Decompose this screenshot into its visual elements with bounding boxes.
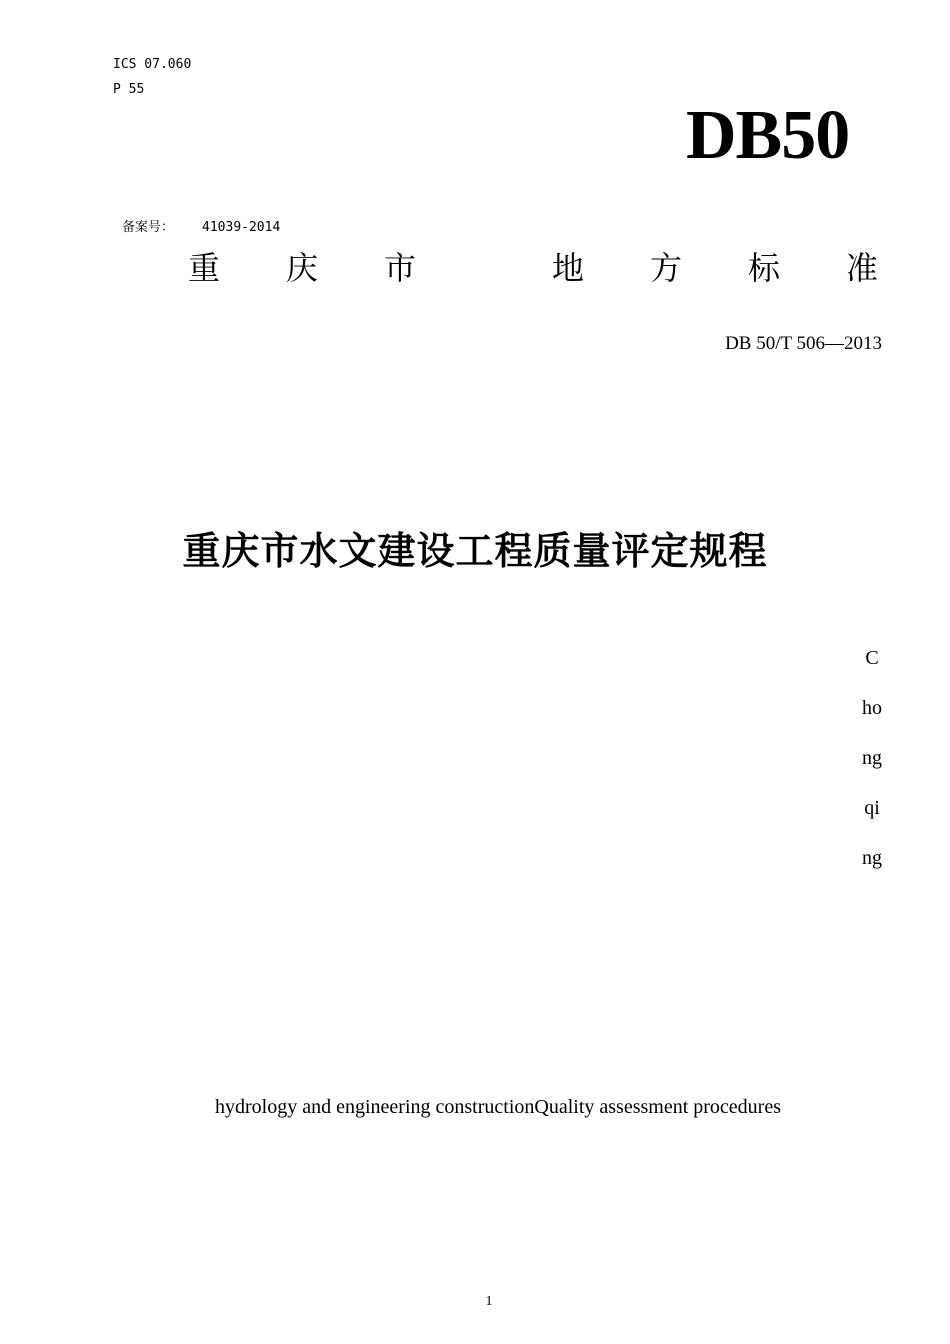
standard-type-char: 方 xyxy=(649,249,682,287)
standard-type-char: 市 xyxy=(383,249,416,287)
standard-type-char: 准 xyxy=(845,249,878,287)
standard-type-char: 地 xyxy=(551,249,584,287)
vertical-text-fragment: C xyxy=(865,647,879,669)
document-title-en: hydrology and engineering constructionQuality assessment procedures xyxy=(215,1096,781,1118)
standard-type-char: 标 xyxy=(747,249,780,287)
page-number: 1 xyxy=(485,1294,493,1309)
standard-logo: DB50 xyxy=(686,97,850,174)
ics-code: ICS 07.060 xyxy=(113,57,192,72)
standard-type-heading xyxy=(160,246,900,290)
document-title-cn: 重庆市水文建设工程质量评定规程 xyxy=(182,528,768,573)
record-label: 备案号： xyxy=(122,220,175,235)
standard-type-char: 庆 xyxy=(285,249,318,287)
record-value: 41039-2014 xyxy=(202,220,281,235)
vertical-text-fragment: ng xyxy=(862,847,882,869)
standard-code: DB 50/T 506—2013 xyxy=(725,333,882,354)
vertical-text-fragment: qi xyxy=(864,797,880,819)
vertical-english-text xyxy=(852,644,892,894)
record-number xyxy=(122,219,280,237)
ccs-code: P 55 xyxy=(113,82,145,97)
standard-type-char: 重 xyxy=(187,249,220,287)
vertical-text-fragment: ho xyxy=(862,697,882,719)
vertical-text-fragment: ng xyxy=(862,747,882,769)
